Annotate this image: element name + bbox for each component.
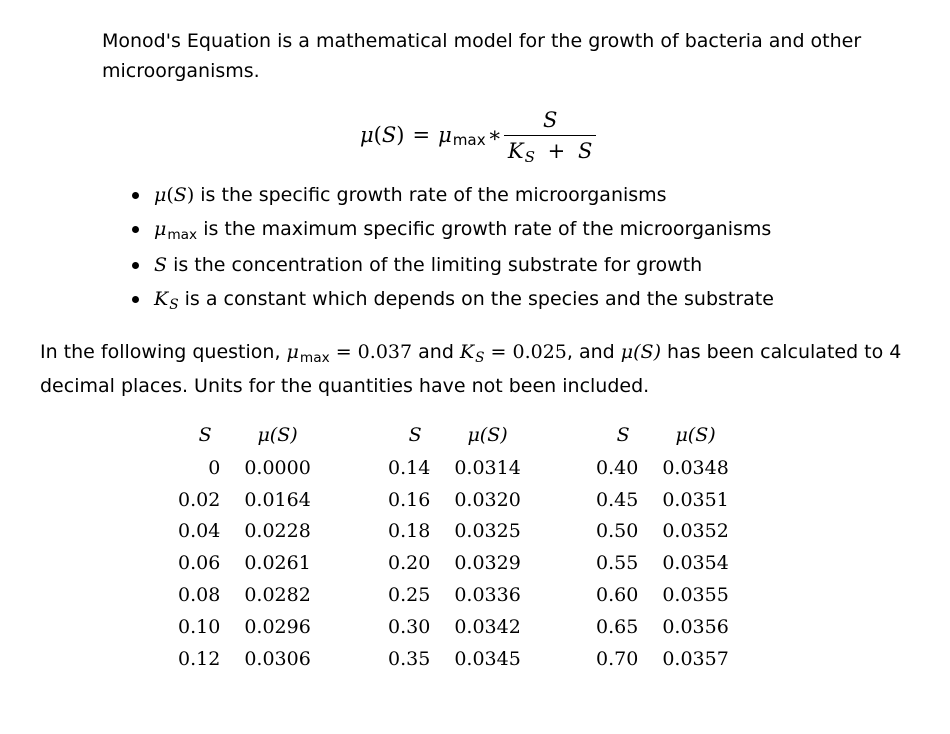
question-mu2: μ xyxy=(620,341,634,363)
cell-s: 0.06 xyxy=(178,552,221,575)
definition-ks xyxy=(130,282,774,318)
table-row xyxy=(388,452,521,484)
cell-mu: 0.0357 xyxy=(662,647,729,670)
question-part2: , and xyxy=(566,341,621,363)
cell-mu: 0.0354 xyxy=(662,552,729,575)
cell-s: 0.50 xyxy=(596,520,639,543)
cell-s: 0 xyxy=(208,456,221,479)
table-row xyxy=(596,547,729,579)
cell-s: 0.20 xyxy=(388,552,431,575)
cell-mu: 0.0348 xyxy=(662,456,729,479)
formula-lhs xyxy=(360,123,404,147)
formula-mu-sub: max xyxy=(452,130,486,149)
header-s: S xyxy=(408,424,422,446)
question-mu2-arg: (S) xyxy=(633,341,661,363)
formula-star: ∗ xyxy=(487,123,502,147)
cell-s: 0.60 xyxy=(596,584,639,607)
question-part1: In the following question, xyxy=(40,341,287,363)
cell-mu: 0.0355 xyxy=(662,584,729,607)
cell-mu: 0.0345 xyxy=(454,647,521,670)
table-row xyxy=(596,579,729,611)
cell-s: 0.12 xyxy=(178,647,221,670)
bullet-text: is a constant which depends on the species and the substrate xyxy=(178,288,774,310)
question-eq1: = 0.037 xyxy=(329,341,413,363)
cell-mu: 0.0352 xyxy=(662,520,729,543)
table-row xyxy=(388,611,521,643)
bullet-var: S xyxy=(154,254,168,276)
table-row xyxy=(178,516,311,548)
question-eq2: = 0.025 xyxy=(484,341,567,363)
cell-s: 0.02 xyxy=(178,488,221,511)
formula-mu: μ xyxy=(438,123,452,147)
cell-mu: 0.0336 xyxy=(454,584,521,607)
header-mu: μ(S) xyxy=(675,424,716,446)
bullet-open: ( xyxy=(166,184,174,206)
bullet-mu-sub: max xyxy=(167,227,198,244)
cell-s: 0.45 xyxy=(596,488,639,511)
cell-s: 0.30 xyxy=(388,615,431,638)
table-row xyxy=(178,579,311,611)
formula-den-k: K xyxy=(507,138,524,163)
table-row xyxy=(596,643,729,675)
bullet-text: is the specific growth rate of the microorganisms xyxy=(194,184,667,206)
cell-mu: 0.0314 xyxy=(454,456,521,479)
table-row xyxy=(388,484,521,516)
header-s: S xyxy=(616,424,630,446)
table-row xyxy=(596,611,729,643)
monod-equation xyxy=(360,100,596,170)
bullet-mu: μ xyxy=(154,218,167,240)
table-row xyxy=(596,484,729,516)
table-row xyxy=(388,643,521,675)
formula-den-s: S xyxy=(577,138,593,163)
cell-s: 0.40 xyxy=(596,456,639,479)
table-row xyxy=(596,452,729,484)
values-table-1 xyxy=(178,418,311,675)
definitions-list xyxy=(130,178,774,318)
question-k: K xyxy=(459,341,475,363)
table-row xyxy=(178,484,311,516)
cell-mu: 0.0351 xyxy=(662,488,729,511)
values-table-2 xyxy=(388,418,521,675)
formula-lhs-open: ( xyxy=(373,123,382,147)
cell-s: 0.04 xyxy=(178,520,221,543)
bullet-k-sub: S xyxy=(169,297,179,314)
cell-mu: 0.0356 xyxy=(662,615,729,638)
definition-s xyxy=(130,248,774,282)
intro-paragraph: Monod's Equation is a mathematical model for the growth of bacteria and other microorganisms. xyxy=(102,30,862,82)
table-row xyxy=(178,611,311,643)
cell-mu: 0.0329 xyxy=(454,552,521,575)
cell-mu: 0.0228 xyxy=(244,520,311,543)
cell-s: 0.08 xyxy=(178,584,221,607)
cell-s: 0.70 xyxy=(596,647,639,670)
question-part3: has been calculated to 4 decimal places. Units for the quantities have not been included. xyxy=(40,341,902,397)
table-row xyxy=(388,547,521,579)
table-header-row xyxy=(178,418,311,452)
table-row xyxy=(388,579,521,611)
table-row xyxy=(388,516,521,548)
formula-den-plus: + xyxy=(547,138,566,163)
cell-s: 0.14 xyxy=(388,456,431,479)
definition-mu-s xyxy=(130,178,774,212)
bullet-k: K xyxy=(154,288,169,310)
cell-mu: 0.0342 xyxy=(454,615,521,638)
definition-mu-max xyxy=(130,212,774,248)
question-paragraph xyxy=(40,336,940,402)
cell-mu: 0.0261 xyxy=(244,552,311,575)
table-header-row xyxy=(596,418,729,452)
bullet-text: is the concentration of the limiting substrate for growth xyxy=(167,254,703,276)
formula-fraction xyxy=(504,107,596,167)
cell-mu: 0.0325 xyxy=(454,520,521,543)
cell-s: 0.25 xyxy=(388,584,431,607)
cell-s: 0.16 xyxy=(388,488,431,511)
formula-denominator xyxy=(504,135,596,167)
values-table-3 xyxy=(596,418,729,675)
cell-mu: 0.0164 xyxy=(244,488,311,511)
header-s: S xyxy=(198,424,212,446)
cell-mu: 0.0000 xyxy=(244,456,311,479)
header-mu: μ(S) xyxy=(257,424,298,446)
cell-s: 0.18 xyxy=(388,520,431,543)
question-and: and xyxy=(412,341,460,363)
bullet-text: is the maximum specific growth rate of the microorganisms xyxy=(197,218,772,240)
bullet-var: S xyxy=(173,184,187,206)
table-header-row xyxy=(388,418,521,452)
formula-lhs-var: S xyxy=(381,123,397,147)
header-mu: μ(S) xyxy=(467,424,508,446)
formula-equals: = xyxy=(412,123,431,147)
table-row xyxy=(178,547,311,579)
formula-den-k-sub: S xyxy=(524,148,535,167)
cell-mu: 0.0306 xyxy=(244,647,311,670)
formula-lhs-mu: μ xyxy=(360,123,374,147)
question-mu-sub: max xyxy=(299,350,330,367)
cell-s: 0.55 xyxy=(596,552,639,575)
cell-s: 0.10 xyxy=(178,615,221,638)
cell-mu: 0.0282 xyxy=(244,584,311,607)
cell-s: 0.35 xyxy=(388,647,431,670)
table-row xyxy=(178,643,311,675)
bullet-mu: μ xyxy=(154,184,167,206)
question-mu: μ xyxy=(286,341,299,363)
table-row xyxy=(596,516,729,548)
cell-s: 0.65 xyxy=(596,615,639,638)
cell-mu: 0.0320 xyxy=(454,488,521,511)
formula-lhs-close: ) xyxy=(396,123,405,147)
formula-numerator: S xyxy=(542,107,558,132)
question-k-sub: S xyxy=(475,350,485,367)
table-row xyxy=(178,452,311,484)
cell-mu: 0.0296 xyxy=(244,615,311,638)
bullet-close: ) xyxy=(186,184,195,206)
